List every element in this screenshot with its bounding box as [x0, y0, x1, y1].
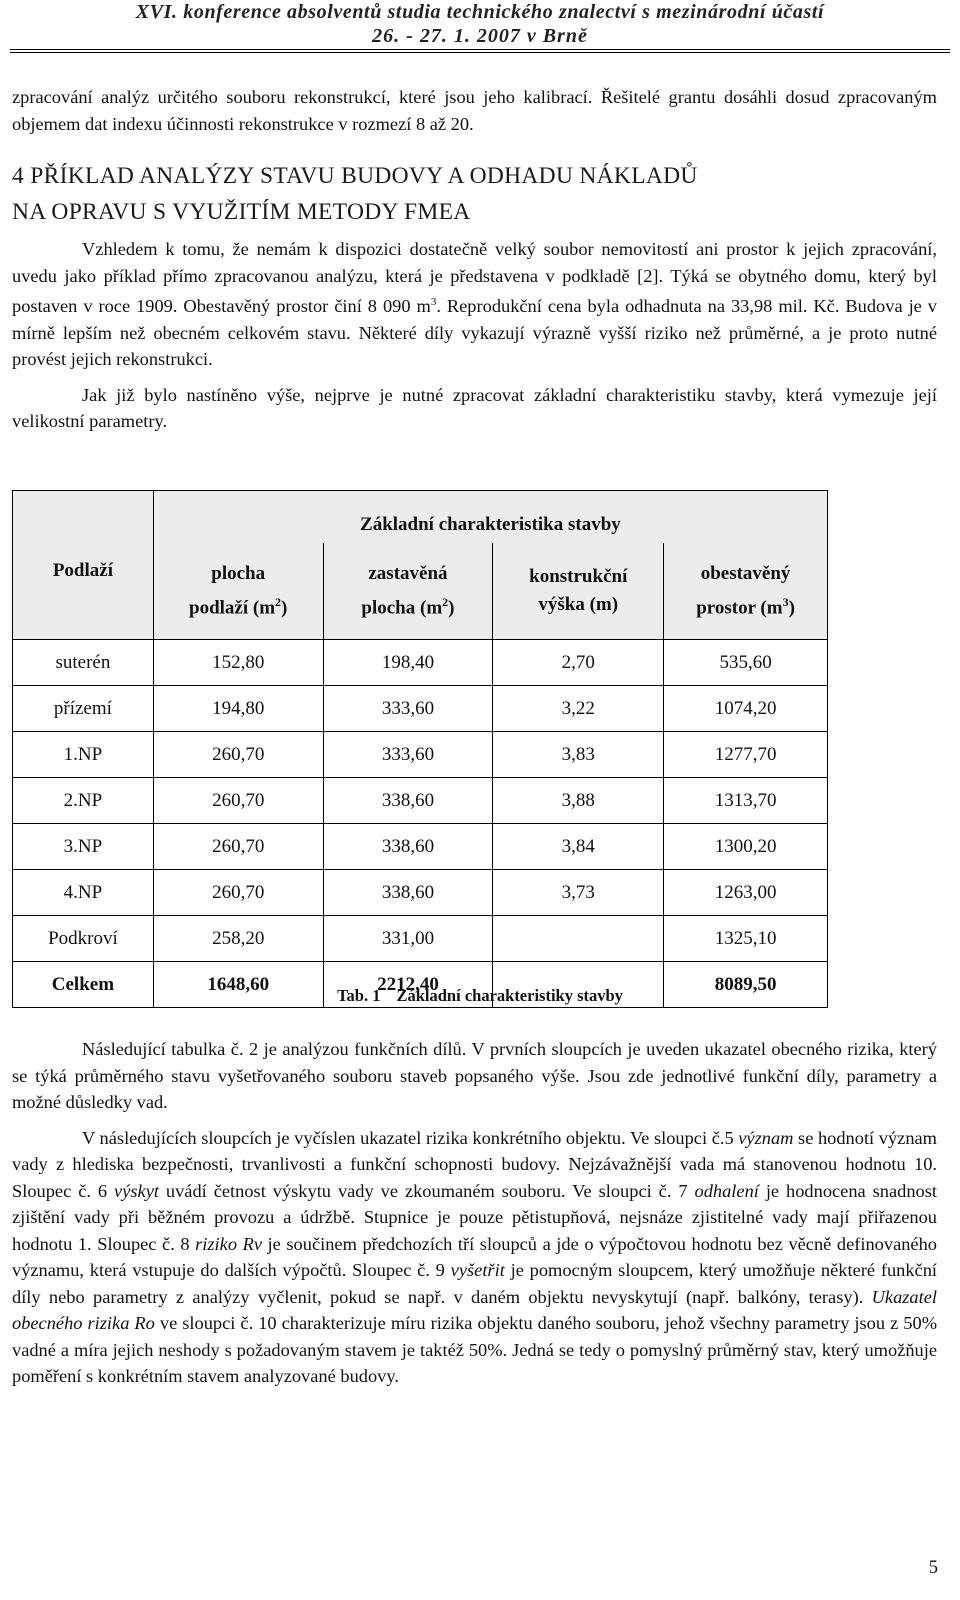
cell-floor: 1.NP — [13, 732, 154, 778]
cell-area: 260,70 — [153, 778, 323, 824]
column-header-area-line2: podlaží (m — [189, 597, 276, 619]
cell-area: 260,70 — [153, 732, 323, 778]
paragraph-table2: Následující tabulka č. 2 je analýzou funkčních dílů. V prvních sloupcích je uveden ukazatel obecného rizika, který se týká průměrného stavu vyšetřovaného souboru staveb popsaného výše. Jsou zde jednotlivé funkční díly, parametry a možné důsledky vad. — [12, 1039, 937, 1112]
columns-text-1: V následujících sloupcích je vyčíslen ukazatel rizika konkrétního objektu. Ve sloupci č.5 — [82, 1127, 739, 1148]
section-heading-line2: NA OPRAVU S VYUŽITÍM METODY FMEA — [12, 199, 471, 225]
cell-floor: 4.NP — [13, 870, 154, 916]
columns-term-ukazatel: Ukazatel obecného rizika Ro — [12, 1286, 937, 1333]
table-row — [13, 916, 828, 962]
header-rule-top — [10, 49, 950, 50]
columns-term-vyznam: význam — [738, 1127, 794, 1148]
paragraph-building-text-b: . Reprodukční cena byla odhadnuta na 33,98 mil. Kč. Budova je v mírně lepším než obecném celkovém stavu. Některé díly vykazují výrazně vyšší riziko než průměrné, a je proto nutné provést jejich rekonstrukci. — [12, 296, 937, 370]
columns-text-3: uvádí četnost výskytu vady ve zkoumaném souboru. Ve sloupci č. 7 — [158, 1180, 695, 1201]
cell-height: 3,22 — [493, 686, 664, 732]
total-built: 2212,40 — [323, 962, 493, 1008]
total-area: 1648,60 — [153, 962, 323, 1008]
cell-volume: 1300,20 — [664, 824, 828, 870]
table-title: Základní charakteristika stavby — [153, 491, 827, 544]
cell-built: 338,60 — [323, 778, 493, 824]
column-header-height-line2: výška (m) — [538, 594, 619, 615]
columns-text-6: je pomocným sloupcem, který umožňuje některé funkční díly nebo parametry z analýzy vyčlenit, pokud se např. v daném objektu nevyskytují (např. balkóny, terasy). — [12, 1260, 937, 1307]
table-row — [13, 732, 828, 778]
column-header-built-line1: zastavěná — [368, 562, 448, 584]
column-header-volume-line1: obestavěný — [700, 562, 791, 584]
column-header-height-line1: konstrukční — [529, 566, 628, 587]
cell-volume: 1277,70 — [664, 732, 828, 778]
columns-term-vyskyt: výskyt — [114, 1180, 159, 1201]
cell-area: 194,80 — [153, 686, 323, 732]
cell-area: 260,70 — [153, 870, 323, 916]
column-header-volume-line2: prostor (m — [696, 597, 783, 619]
table-corner-cell — [13, 491, 154, 544]
column-header-area-sup: 2 — [275, 594, 282, 609]
columns-text-4: je hodnocena snadnost zjištění vady při běžném provozu a údržbě. Stupnice je pouze pětistupňová, nejsnáze zjistitelné vady mají přiřazenou hodnotu 1. Sloupec č. 8 — [12, 1180, 938, 1254]
cell-floor: Podkroví — [13, 916, 154, 962]
cell-built: 333,60 — [323, 686, 493, 732]
columns-term-odhaleni: odhalení — [694, 1180, 759, 1201]
total-volume: 8089,50 — [664, 962, 828, 1008]
header-date: 26. - 27. 1. 2007 v Brně — [372, 25, 588, 47]
cell-height: 3,88 — [493, 778, 664, 824]
cell-built: 198,40 — [323, 640, 493, 686]
cell-area: 258,20 — [153, 916, 323, 962]
table-row — [13, 686, 828, 732]
column-header-built-area — [323, 543, 493, 640]
table-caption-number: Tab. 1 — [337, 986, 381, 1005]
cell-floor: 3.NP — [13, 824, 154, 870]
table-row — [13, 824, 828, 870]
paragraph-building — [12, 236, 937, 373]
column-header-volume-close: ) — [788, 597, 795, 619]
cell-volume: 1074,20 — [664, 686, 828, 732]
cell-built: 331,00 — [323, 916, 493, 962]
columns-text-2: se hodnotí význam vady z hlediska bezpečnosti, trvanlivosti a funkční schopnosti budovy. Nejzávažnější vada má stanovenou hodnotu 10. Sloupec č. 6 — [12, 1127, 937, 1201]
cell-area: 152,80 — [153, 640, 323, 686]
cell-built: 338,60 — [323, 870, 493, 916]
conference-header — [0, 0, 960, 48]
cell-height: 3,83 — [493, 732, 664, 778]
cell-floor: 2.NP — [13, 778, 154, 824]
total-label: Celkem — [13, 962, 154, 1008]
cell-volume: 535,60 — [664, 640, 828, 686]
cell-height — [493, 916, 664, 962]
cell-height: 3,84 — [493, 824, 664, 870]
columns-term-riziko: riziko Rv — [195, 1233, 262, 1254]
cell-volume: 1263,00 — [664, 870, 828, 916]
header-title: XVI. konference absolventů studia technického znalectví s mezinárodní účastí — [135, 1, 825, 23]
column-header-volume-sup: 3 — [782, 594, 789, 609]
table-row — [13, 870, 828, 916]
cell-volume: 1325,10 — [664, 916, 828, 962]
intro-text: zpracování analýz určitého souboru rekonstrukcí, které jsou jeho kalibrací. Řešitelé grantu dosáhli dosud zpracovaným objemem dat indexu účinnosti rekonstrukce v rozmezí 8 až 20. — [12, 87, 937, 134]
header-rule-bottom — [10, 52, 950, 53]
cell-area: 260,70 — [153, 824, 323, 870]
building-characteristics-table — [12, 490, 828, 1008]
column-header-area-line1: plocha — [211, 562, 266, 584]
paragraph-columns — [12, 1125, 937, 1390]
table-row — [13, 640, 828, 686]
columns-text-7: ve sloupci č. 10 charakterizuje míru rizika objektu daného souboru, jehož všechny parametry jsou z 50% vadné a míra jejich neshody s požadovaným stavem je taktéž 50%. Jedná se tedy o pomyslný průměrný stav, který umožňuje poměření s konkrétním stavem analyzované budovy. — [12, 1313, 938, 1386]
column-header-floor: Podlaží — [13, 543, 154, 640]
column-header-height — [493, 543, 664, 640]
paragraph-building-text-a: Vzhledem k tomu, že nemám k dispozici dostatečně velký soubor nemovitostí ani prostor k jejich zpracování, uvedu jako příklad přímo zpracovanou analýzu, která je představena v podkladě [2]. Týká se obytného domu, který byl postaven v roce 1909. Obestavěný prostor činí 8 090 m — [12, 239, 937, 317]
section-heading-line1: 4 PŘÍKLAD ANALÝZY STAVU BUDOVY A ODHADU NÁKLADŮ — [12, 163, 698, 189]
column-header-area-close: ) — [281, 597, 288, 619]
analysis-paragraphs — [12, 1036, 937, 1390]
columns-text-5: je součinem předchozích tří sloupců a jde o výpočtovou hodnotu bez věcně definovaného významu, která vstupuje do dalších výpočtů. Sloupec č. 9 — [12, 1233, 937, 1280]
section-paragraphs — [12, 236, 937, 435]
page-number: 5 — [928, 1558, 938, 1578]
section-heading — [12, 158, 942, 230]
columns-term-vysetrit: vyšetřit — [450, 1260, 505, 1280]
cell-built: 338,60 — [323, 824, 493, 870]
column-header-area — [153, 543, 323, 640]
intro-paragraph — [12, 84, 937, 137]
table-caption — [0, 986, 960, 1006]
column-header-built-line2: plocha (m — [361, 597, 443, 619]
cell-built: 333,60 — [323, 732, 493, 778]
cell-volume: 1313,70 — [664, 778, 828, 824]
table-caption-text: Základní charakteristiky stavby — [396, 986, 623, 1005]
paragraph-characteristics: Jak již bylo nastíněno výše, nejprve je nutné zpracovat základní charakteristiku stavby, která vymezuje její velikostní parametry. — [12, 384, 937, 432]
cell-height: 3,73 — [493, 870, 664, 916]
column-header-volume — [664, 543, 828, 640]
cell-height: 2,70 — [493, 640, 664, 686]
cell-floor: suterén — [13, 640, 154, 686]
column-header-built-sup: 2 — [442, 594, 449, 609]
cell-floor: přízemí — [13, 686, 154, 732]
volume-unit-superscript: 3 — [430, 296, 437, 308]
table-row — [13, 778, 828, 824]
column-header-built-close: ) — [448, 597, 455, 619]
